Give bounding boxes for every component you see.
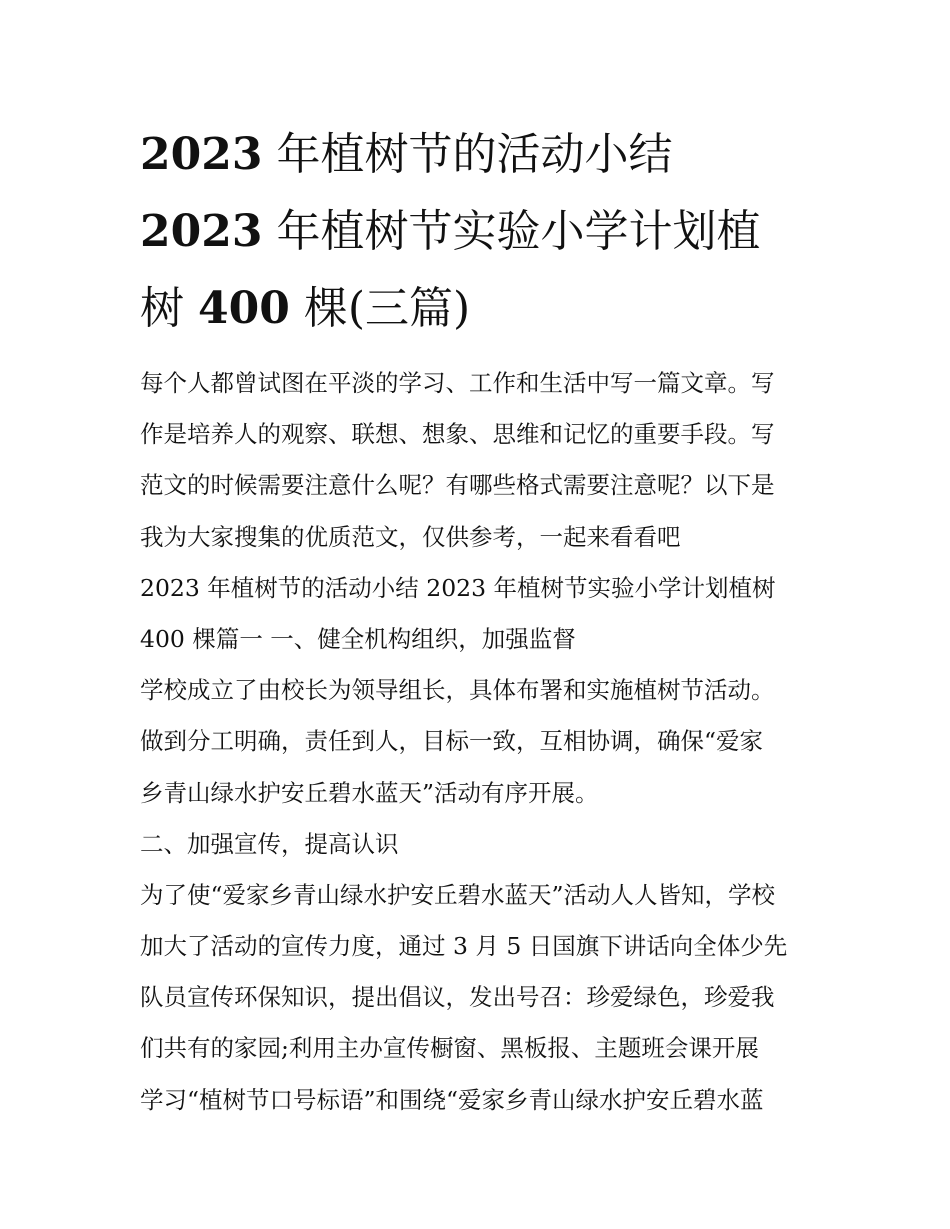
body-line: 我为大家搜集的优质范文，仅供参考，一起来看看吧 [140,522,681,551]
title-line-3 [140,270,820,347]
title-line-1 [140,116,820,193]
title-text: 年植树节的活动小结 [276,129,673,180]
document-body [140,358,830,1126]
body-line: 400 棵篇一 一、健全机构组织，加强监督 [140,624,576,653]
body-line: 每个人都曾试图在平淡的学习、工作和生活中写一篇文章。写 [140,369,775,397]
document-title [140,116,820,347]
body-line: 为了使“爱家乡青山绿水护安丘碧水蓝天”活动人人皆知，学校 [140,880,776,909]
body-line: 加大了活动的宣传力度，通过 3 月 5 日国旗下讲话向全体少先 [140,932,788,961]
title-text: 棵(三篇) [303,283,471,334]
body-line: 二、加强宣传，提高认识 [140,829,399,858]
body-line: 们共有的家园;利用主办宣传橱窗、黑板报、主题班会课开展 [140,1034,759,1063]
body-line: 学习“植树节口号标语”和围绕“爱家乡青山绿水护安丘碧水蓝 [140,1085,764,1114]
title-year: 2023 [140,206,263,257]
body-line: 学校成立了由校长为领导组长，具体布署和实施植树节活动。 [140,676,775,705]
body-line: 2023 年植树节的活动小结 2023 年植树节实验小学计划植树 [140,573,776,602]
body-line: 队员宣传环保知识，提出倡议，发出号召：珍爱绿色，珍爱我 [140,983,775,1012]
body-line: 范文的时候需要注意什么呢？有哪些格式需要注意呢？以下是 [140,471,775,500]
title-text-pre: 树 [140,283,184,334]
title-text: 年植树节实验小学计划植 [276,206,761,257]
body-line: 做到分工明确，责任到人，目标一致，互相协调，确保“爱家 [140,727,764,756]
title-line-2 [140,193,820,270]
body-line: 作是培养人的观察、联想、想象、思维和记忆的重要手段。写 [140,420,775,449]
title-count: 400 [198,283,290,334]
body-line: 乡青山绿水护安丘碧水蓝天”活动有序开展。 [140,778,599,807]
title-year: 2023 [140,129,263,180]
